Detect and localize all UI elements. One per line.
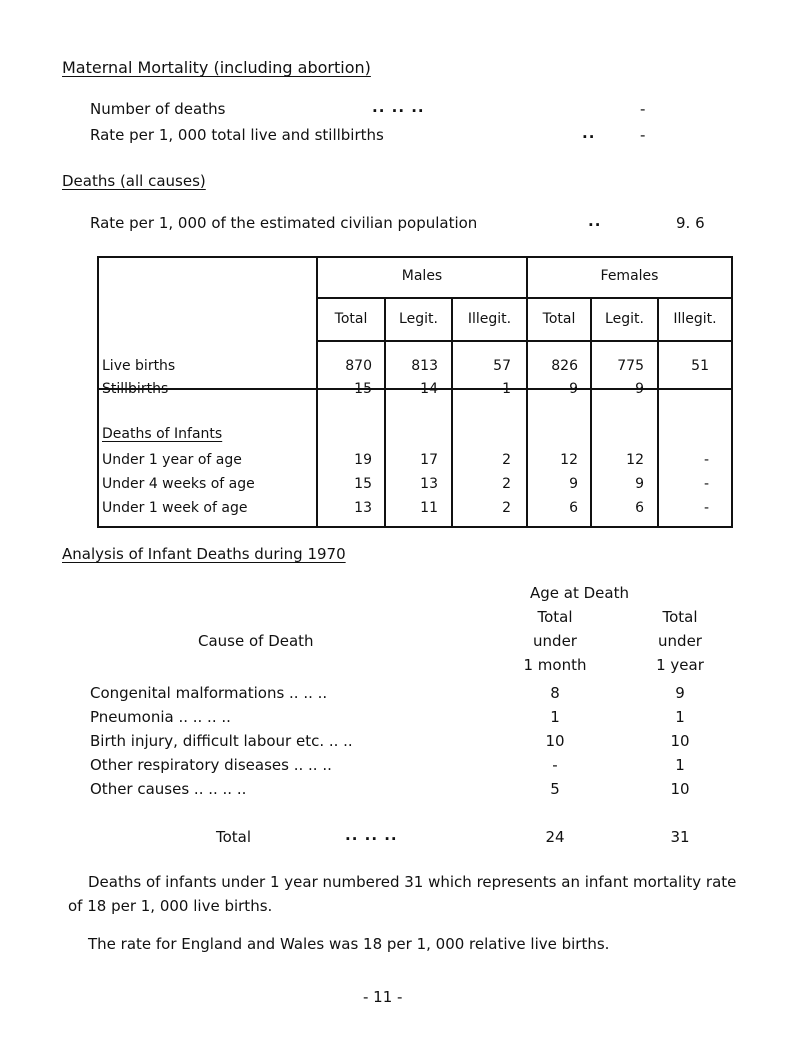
all-causes-value: 9. 6 xyxy=(676,214,705,232)
table-cell: 13 xyxy=(420,476,438,492)
analysis-cell-month: 8 xyxy=(550,684,560,702)
analysis-row-label: Birth injury, difficult labour etc. .. .. xyxy=(90,732,353,750)
table-cell: 19 xyxy=(354,452,372,468)
row-label: Under 1 week of age xyxy=(102,500,248,516)
maternal-row-leaders: .. .. .. xyxy=(372,98,425,116)
column-header-month: under xyxy=(533,632,577,650)
analysis-total-label: Total xyxy=(216,828,252,846)
all-causes-heading: Deaths (all causes) xyxy=(62,172,206,190)
page-number: - 11 - xyxy=(363,988,403,1006)
maternal-row-leaders: .. xyxy=(582,124,596,142)
analysis-row-label: Pneumonia .. .. .. .. xyxy=(90,708,231,726)
table-cell: 11 xyxy=(420,500,438,516)
table-cell: 9 xyxy=(569,476,578,492)
infant-mortality-paragraph: Deaths of infants under 1 year numbered 31 which represents an infant mortality rate of 18 per 1, 000 live births. xyxy=(68,873,737,915)
column-header: Legit. xyxy=(399,311,438,327)
all-causes-label: Rate per 1, 000 of the estimated civilian population xyxy=(90,214,478,232)
table-cell: 2 xyxy=(502,500,511,516)
table-cell: 9 xyxy=(635,476,644,492)
analysis-cell-year: 1 xyxy=(675,756,685,774)
maternal-row-label: Number of deaths xyxy=(90,100,226,118)
analysis-cell-month: 1 xyxy=(550,708,560,726)
table-cell: 870 xyxy=(345,358,372,374)
row-label: Under 1 year of age xyxy=(102,452,242,468)
table-cell: 1 xyxy=(502,381,511,397)
analysis-cell-month: - xyxy=(552,756,558,774)
column-header-year: 1 year xyxy=(656,656,704,674)
table-cell: 51 xyxy=(691,358,709,374)
table-cell: 12 xyxy=(626,452,644,468)
table-cell: 2 xyxy=(502,452,511,468)
table-cell: 14 xyxy=(420,381,438,397)
column-header: Illegit. xyxy=(467,311,512,327)
row-label: Live births xyxy=(102,358,176,374)
maternal-mortality-heading: Maternal Mortality (including abortion) xyxy=(62,58,371,77)
table-cell: 15 xyxy=(354,381,372,397)
all-causes-leaders: .. xyxy=(588,212,602,230)
column-header: Illegit. xyxy=(673,311,717,327)
group-header-females: Females xyxy=(600,268,659,284)
table-cell: 9 xyxy=(569,381,578,397)
analysis-total-year: 31 xyxy=(670,828,690,846)
table-cell: 775 xyxy=(617,358,644,374)
maternal-row-value: - xyxy=(640,126,646,144)
age-at-death-header: Age at Death xyxy=(530,584,629,602)
table-cell: - xyxy=(703,476,709,492)
table-cell: 6 xyxy=(635,500,644,516)
column-header: Legit. xyxy=(605,311,644,327)
table-cell: - xyxy=(703,500,709,516)
analysis-row-label: Other causes .. .. .. .. xyxy=(90,780,247,798)
table-cell: 9 xyxy=(635,381,644,397)
table-cell: 57 xyxy=(493,358,511,374)
column-header: Total xyxy=(542,311,576,327)
table-cell: 2 xyxy=(502,476,511,492)
table-cell: 813 xyxy=(411,358,438,374)
table-cell: 17 xyxy=(420,452,438,468)
column-header-month: Total xyxy=(537,608,573,626)
analysis-cell-year: 9 xyxy=(675,684,685,702)
infant-deaths-heading: Deaths of Infants xyxy=(102,426,223,442)
england-wales-paragraph: The rate for England and Wales was 18 per 1, 000 relative live births. xyxy=(88,935,610,953)
cause-of-death-header: Cause of Death xyxy=(198,632,314,650)
analysis-total-leaders: .. .. .. xyxy=(345,826,398,844)
analysis-cell-year: 10 xyxy=(670,780,690,798)
table-cell: - xyxy=(703,452,709,468)
column-header-month: 1 month xyxy=(523,656,587,674)
column-header-year: under xyxy=(658,632,702,650)
column-header: Total xyxy=(334,311,368,327)
analysis-cell-year: 10 xyxy=(670,732,690,750)
analysis-row-label: Congenital malformations .. .. .. xyxy=(90,684,328,702)
row-label: Under 4 weeks of age xyxy=(102,476,255,492)
analysis-cell-month: 5 xyxy=(550,780,560,798)
table-cell: 12 xyxy=(560,452,578,468)
analysis-cell-year: 1 xyxy=(675,708,685,726)
analysis-total-month: 24 xyxy=(545,828,565,846)
row-label: Stillbirths xyxy=(102,381,169,397)
table-cell: 15 xyxy=(354,476,372,492)
maternal-row-label: Rate per 1, 000 total live and stillbirths xyxy=(90,126,384,144)
analysis-heading: Analysis of Infant Deaths during 1970 xyxy=(62,545,346,563)
maternal-row-value: - xyxy=(640,100,646,118)
group-header-males: Males xyxy=(401,268,443,284)
table-cell: 13 xyxy=(354,500,372,516)
table-cell: 826 xyxy=(551,358,578,374)
analysis-cell-month: 10 xyxy=(545,732,565,750)
table-cell: - xyxy=(703,381,709,397)
column-header-year: Total xyxy=(662,608,698,626)
analysis-row-label: Other respiratory diseases .. .. .. xyxy=(90,756,332,774)
table-cell: 6 xyxy=(569,500,578,516)
